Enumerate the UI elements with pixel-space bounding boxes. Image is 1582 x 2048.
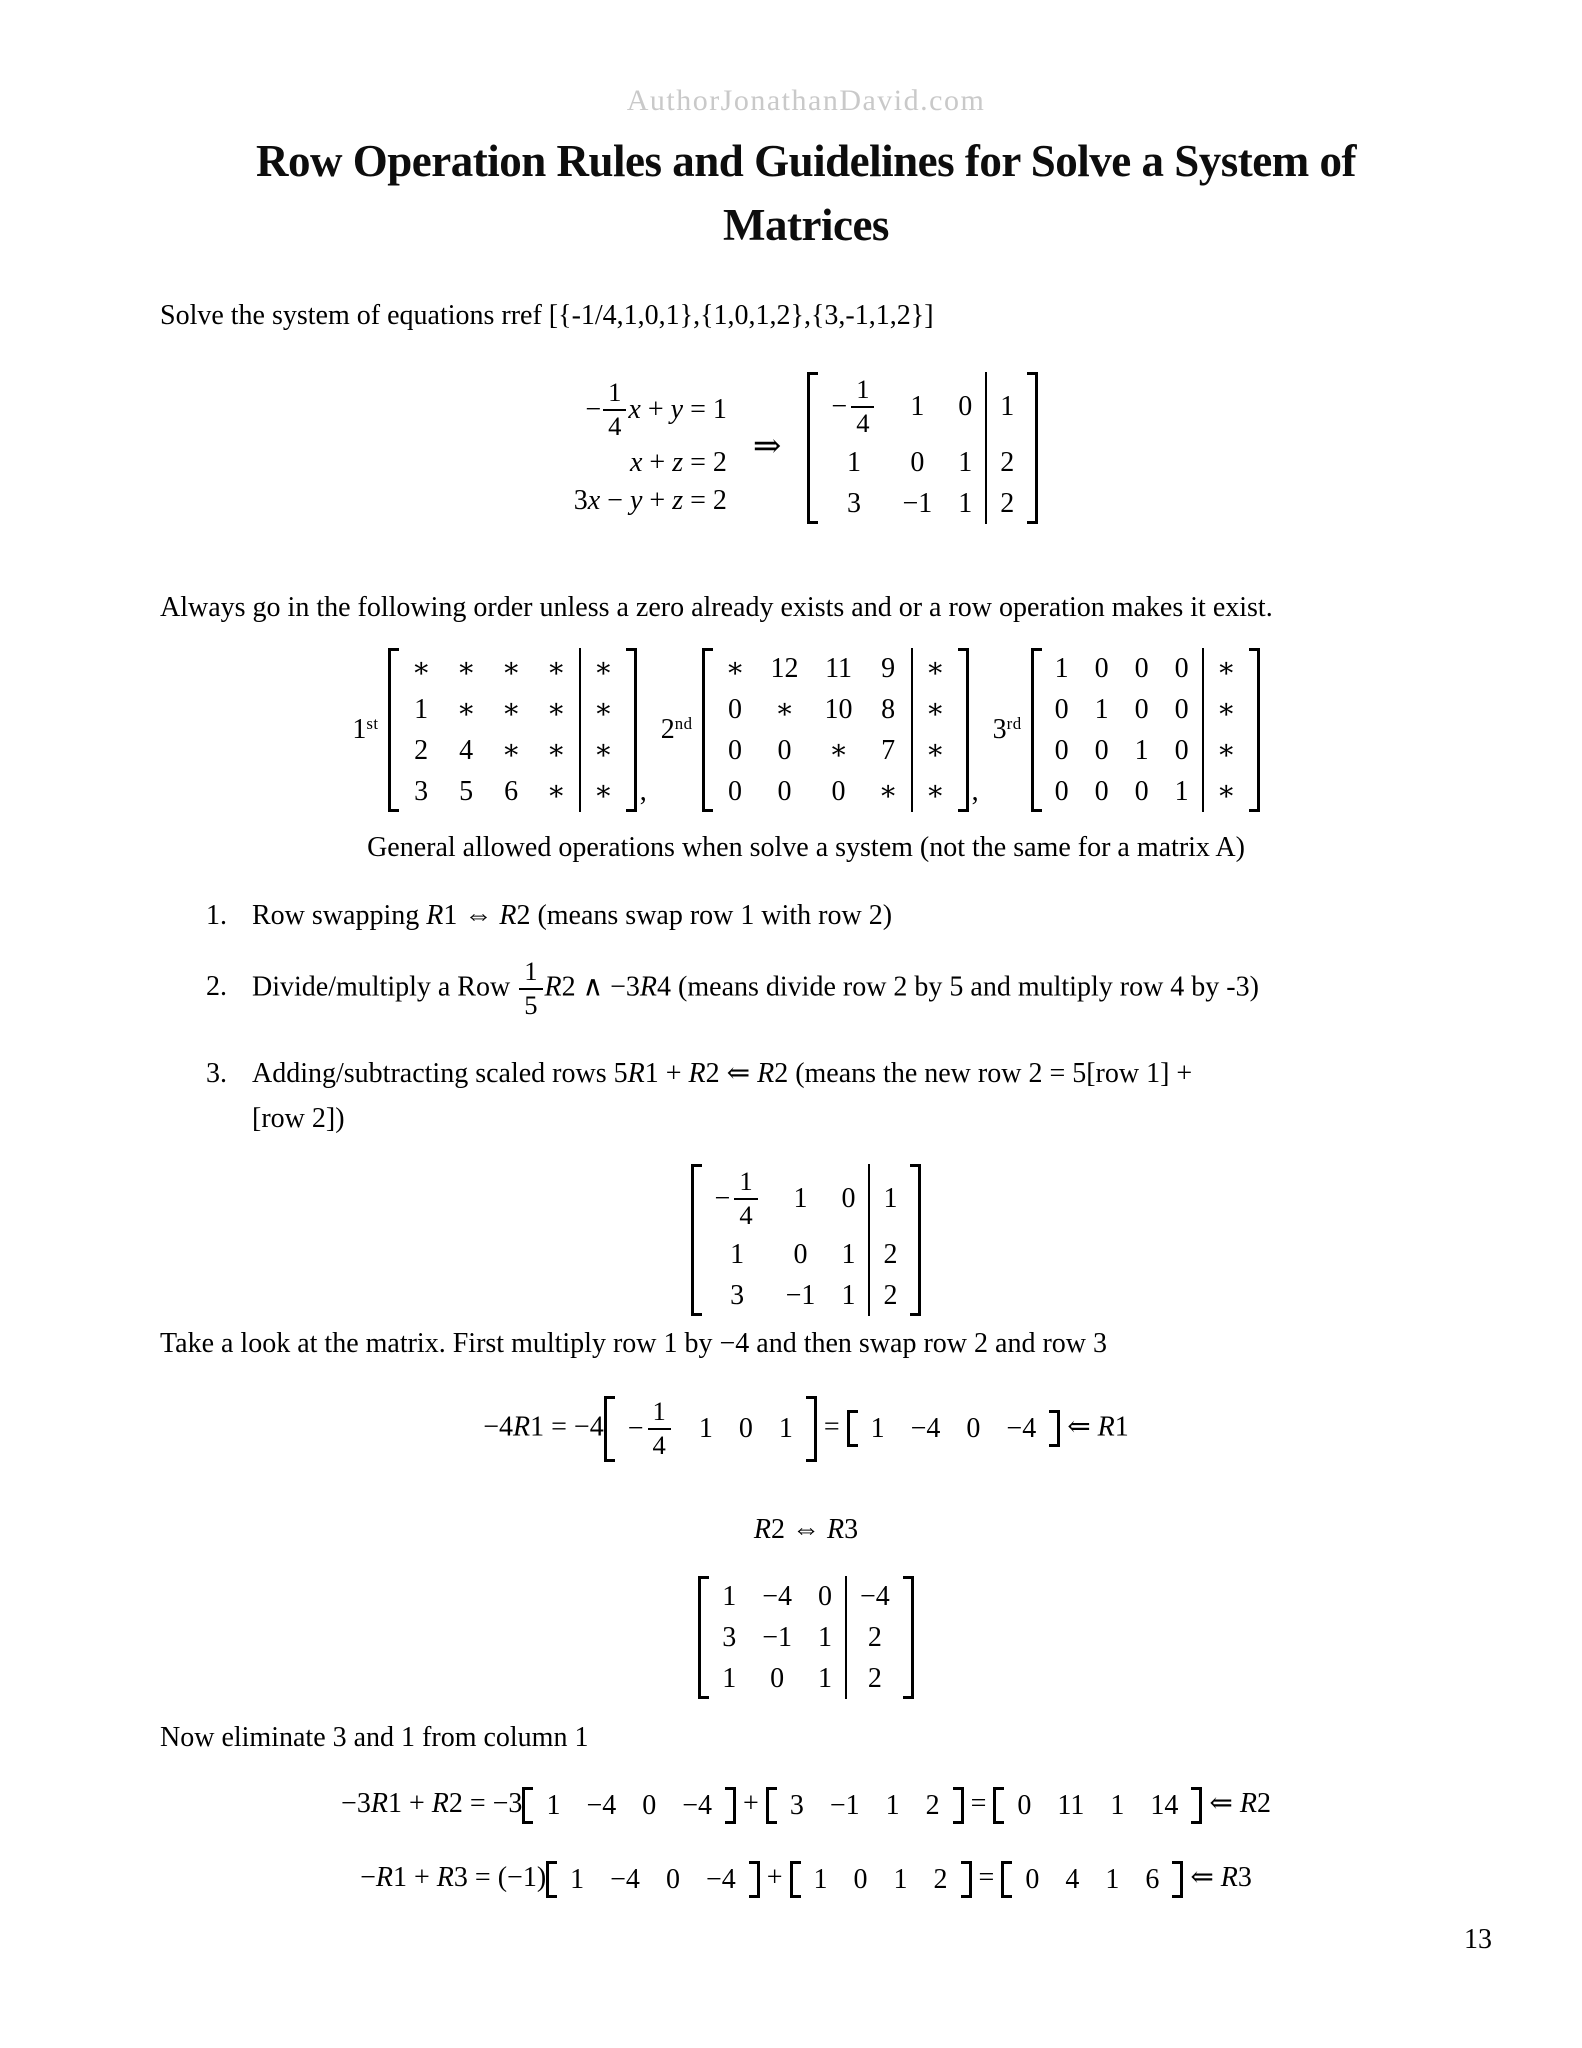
ordinal-suffix: rd: [1006, 713, 1022, 733]
list-item-number: 3.: [206, 1058, 227, 1089]
ordinal-label-first: 1st: [352, 713, 379, 746]
list-item-number: 2.: [206, 971, 227, 1003]
system-equations-block: [160, 372, 1452, 524]
implies-arrow-icon: ⇒: [752, 427, 782, 465]
page-title-line-2: Matrices: [723, 199, 889, 250]
list-item-text: Adding/subtracting scaled rows 5R1 + R2 ⇐ R2 (means the new row 2 = 5[row 1] + [row 2]): [252, 1058, 1193, 1134]
order-matrix-second: ∗ 12 11 9 ∗ 0 ∗ 10 8 ∗ 0 0 ∗ 7 ∗ 0 0 0 ∗ ∗: [702, 648, 969, 812]
matrix-after-swap: 1 −4 0 −4 3 −1 1 2 1 0 1 2: [698, 1576, 914, 1699]
list-item-adding-subtracting: [160, 1052, 1452, 1142]
page-title-line-1: Row Operation Rules and Guidelines for Solve a System of: [256, 136, 1356, 186]
page-number: 13: [1464, 1924, 1492, 1955]
ordinal-suffix: st: [366, 713, 379, 733]
intro-paragraph: Solve the system of equations rref [{-1/4,1,0,1},{1,0,1,2},{3,-1,1,2}]: [160, 300, 934, 331]
equation-line: − $\frac{1}{4}$ x + y = 1: [585, 377, 727, 441]
list-item-row-swapping: [160, 894, 1452, 939]
equation-system: [574, 379, 727, 517]
watermark: AuthorJonathanDavid.com: [626, 84, 986, 117]
equation-eliminate-r2: −3R1 + R2 = −3 1 −4 0 −4 + 3 −1 1 2 = 0 11 1 14 ⇐ R2: [160, 1786, 1452, 1824]
matrix-separator: ,: [971, 776, 979, 808]
order-note-paragraph: Always go in the following order unless a zero already exists and or a row operation makes it exist.: [160, 592, 1273, 623]
order-matrix-third: 1 0 0 0 ∗ 0 1 0 0 ∗ 0 0 1 0 ∗ 0 0 0 1 ∗: [1031, 648, 1260, 812]
page-title: [160, 130, 1452, 258]
equation-line: 3x − y + z = 2: [573, 484, 727, 516]
take-look-paragraph: Take a look at the matrix. First multiply row 1 by −4 and then swap row 2 and row 3: [160, 1328, 1107, 1359]
list-item-text: Divide/multiply a Row $\frac{1}{5}$ R2 ∧ −3R4 (means divide row 2 by 5 and multiply row 4 by -3): [252, 956, 1259, 1020]
ordinal-label-second: 2nd: [660, 713, 693, 746]
augmented-matrix: − $\frac{1}{4}$ 1 0 1 1 0 1 2 3 −1 1 2: [807, 372, 1038, 524]
matrix-separator: ,: [639, 776, 647, 808]
ordinal-suffix: nd: [674, 713, 693, 733]
list-item-text: Row swapping R1 ⇔ R2 (means swap row 1 with row 2): [252, 900, 893, 931]
list-item-divide-multiply: [160, 958, 1452, 1020]
ordinal-label-third: 3rd: [992, 713, 1022, 746]
list-item-number: 1.: [206, 900, 227, 931]
equation-swap-r2-r3: R2 ⇔ R3: [753, 1514, 859, 1545]
general-operations-note: General allowed operations when solve a system (not the same for a matrix A): [367, 832, 1245, 863]
order-matrices-block: [160, 648, 1452, 812]
augmented-matrix-repeat: − $\frac{1}{4}$ 1 0 1 1 0 1 2 3 −1 1 2: [691, 1164, 922, 1316]
equation-line: x + z = 2: [629, 446, 727, 478]
equation-scale-r1: −4R1 = −4 − $\frac{1}{4}$ 1 0 1 = 1 −4 0 −4 ⇐ R1: [483, 1396, 1129, 1460]
eliminate-paragraph: Now eliminate 3 and 1 from column 1: [160, 1722, 589, 1753]
equation-eliminate-r3: −R1 + R3 = (−1) 1 −4 0 −4 + 1 0 1 2 = 0 4 1 6 ⇐ R3: [160, 1860, 1452, 1898]
matrix-after-swap-block: [160, 1576, 1452, 1699]
order-matrix-first: ∗ ∗ ∗ ∗ ∗ 1 ∗ ∗ ∗ ∗ 2 4 ∗ ∗ ∗ 3 5 6 ∗ ∗: [388, 648, 637, 812]
matrix-display-block: [160, 1164, 1452, 1316]
